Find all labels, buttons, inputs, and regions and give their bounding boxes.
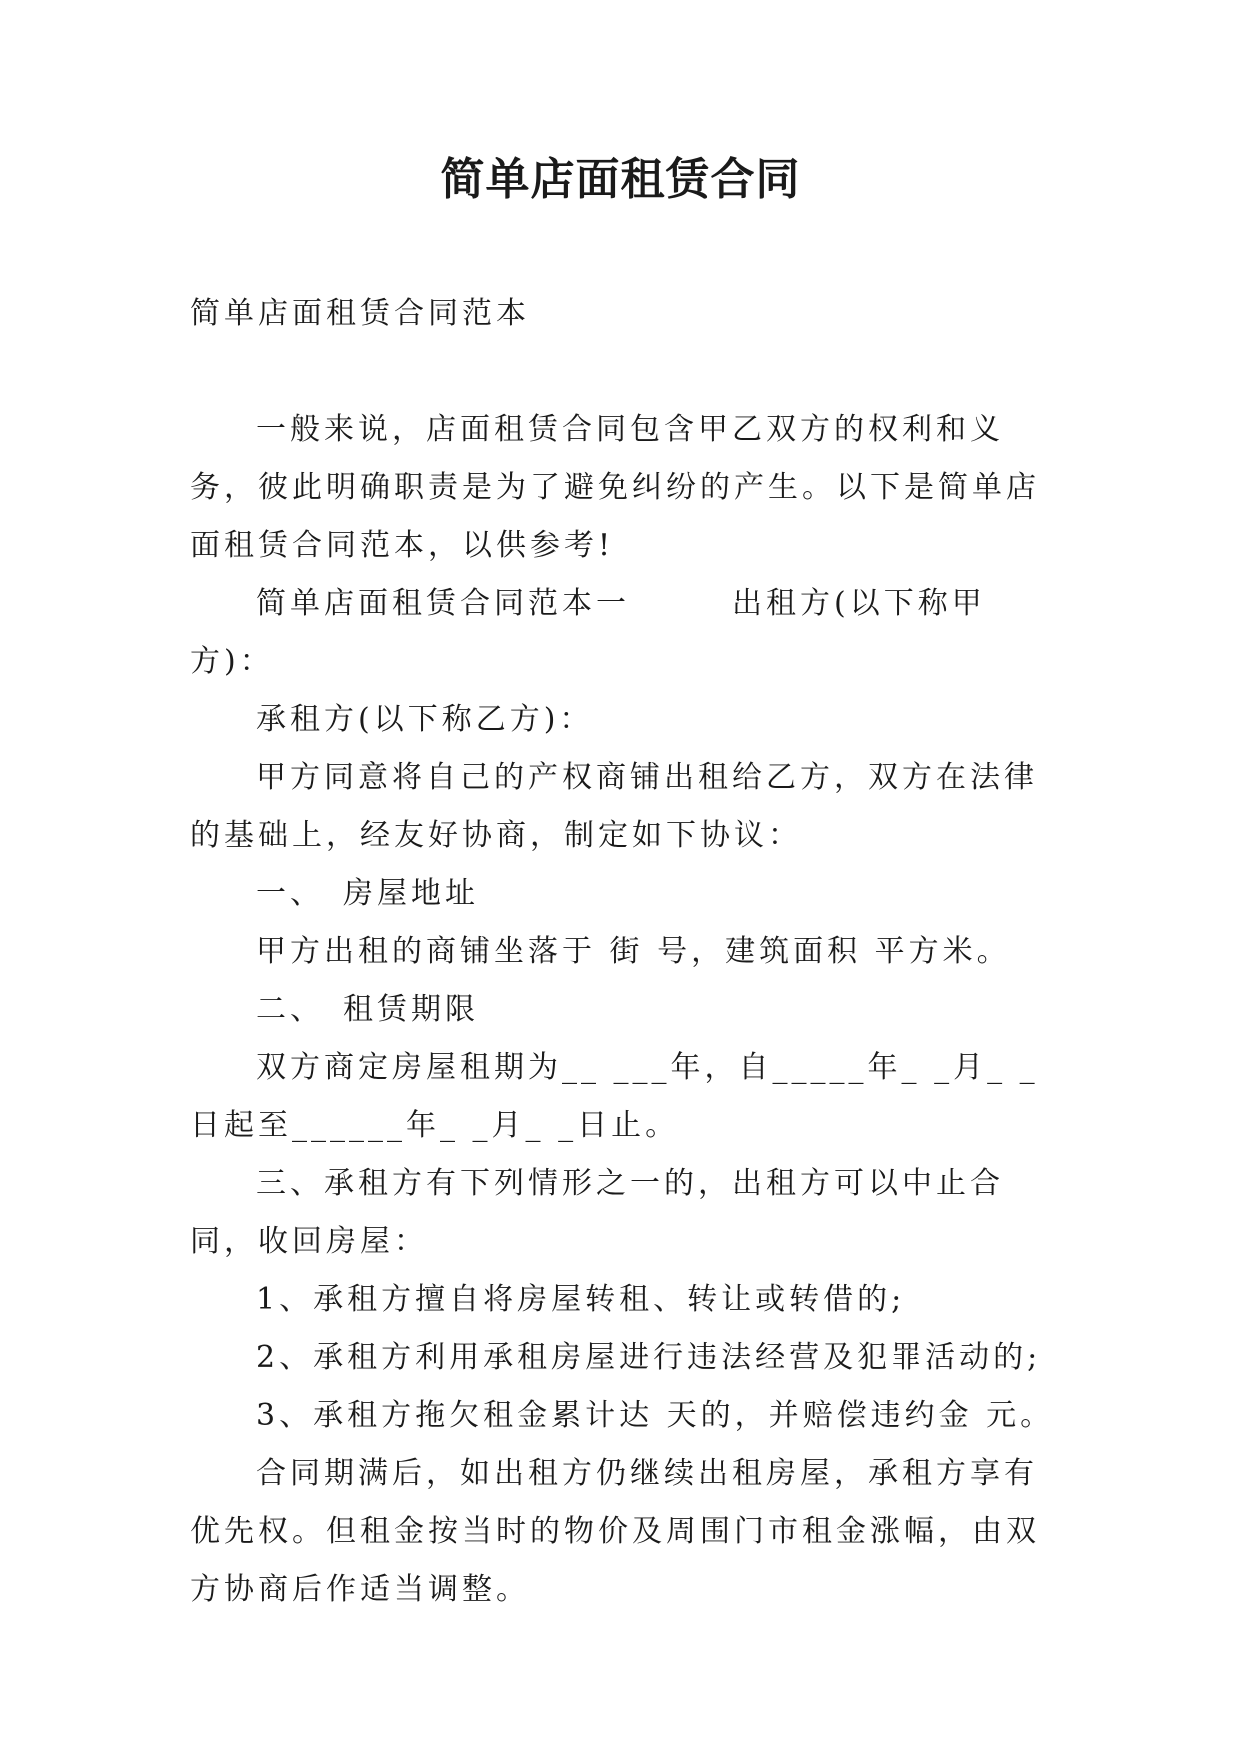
paragraph-lessor: 简单店面租赁合同范本一 出租方(以下称甲方)： — [190, 586, 986, 679]
list-item-3: 3、承租方拖欠租金累计达 天的，并赔偿违约金 元。 — [256, 1398, 1055, 1433]
paragraph-lessee: 承租方(以下称乙方)： — [256, 702, 594, 737]
paragraph-agreement: 甲方同意将自己的产权商铺出租给乙方，双方在法律的基础上，经友好协商，制定如下协议： — [190, 760, 1038, 853]
section-heading-term: 二、 租赁期限 — [256, 992, 479, 1027]
paragraph-renewal: 合同期满后，如出租方仍继续出租房屋，承租方享有优先权。但租金按当时的物价及周围门市租金涨幅，由双方协商后作适当调整。 — [190, 1456, 1040, 1607]
section-heading-address: 一、 房屋地址 — [256, 876, 479, 911]
document-body — [190, 285, 1060, 1619]
document-title: 简单店面租赁合同 — [440, 154, 801, 205]
paragraph-intro: 一般来说，店面租赁合同包含甲乙双方的权利和义务，彼此明确职责是为了避免纠纷的产生。以下是简单店面租赁合同范本，以供参考! — [190, 412, 1040, 563]
paragraph-term: 双方商定房屋租期为__ ___年，自_____年_ _月_ _日起至______年_ _月_ _日止。 — [190, 1050, 1039, 1143]
document-subtitle: 简单店面租赁合同范本 — [190, 296, 530, 331]
list-item-2: 2、承租方利用承租房屋进行违法经营及犯罪活动的; — [256, 1340, 1042, 1375]
section-heading-termination: 三、承租方有下列情形之一的，出租方可以中止合同，收回房屋： — [190, 1166, 1004, 1259]
list-item-1: 1、承租方擅自将房屋转租、转让或转借的; — [256, 1282, 906, 1317]
paragraph-address: 甲方出租的商铺坐落于 街 号，建筑面积 平方米。 — [256, 934, 1011, 969]
